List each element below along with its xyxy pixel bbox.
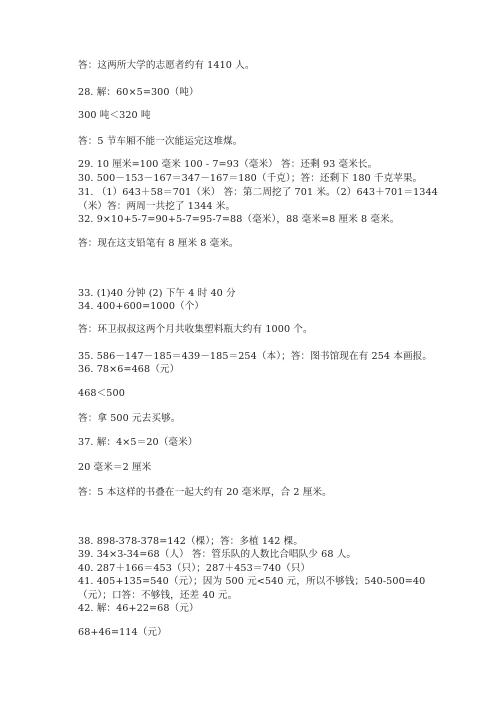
problem-39-line: 39. 34×3-34=68（人） 答：管乐队的人数比合唱队少 68 人。 [78,549,357,560]
problem-31-line: 31. （1）643＋58＝701（米） 答：第二周挖了 701 米。（2）643＋701＝1344 [78,187,438,198]
problem-37-line: 37. 解：4×5＝20（毫米） [78,437,198,448]
problem-30-line: 30. 500－153－167＝347－167＝180（千克）；答：还剩下 180 千克苹果。 [78,173,423,184]
problem-31-continued-line: （米）答：两周一共挖了 1344 米。 [78,201,236,212]
problem-34-line: 34. 400+600=1000（个） [78,301,205,312]
problem-32-line: 32. 9×10+5-7=90+5-7=95-7=88（毫米），88 毫米=8 厘米 8 毫米。 [78,214,400,225]
conversion-line: 20 毫米＝2 厘米 [78,462,152,473]
comparison-line: 300 吨＜320 吨 [78,110,151,121]
problem-33-line: 33. (1)40 分钟 (2) 下午 4 时 40 分 [78,288,236,299]
problem-41-line: 41. 405+135=540（元）；因为 500 元<540 元，所以不够钱；540-500=40 [78,576,426,587]
problem-28-line: 28. 解：60×5=300（吨） [78,87,199,98]
problem-40-line: 40. 287＋166＝453（只）；287＋453＝740（只） [78,563,311,574]
problem-36-line: 36. 78×6=468（元） [78,364,180,375]
problem-41-continued-line: （元）；口答：不够钱，还差 40 元。 [78,590,238,601]
problem-38-line: 38. 898-378-378=142（棵）；答：多植 142 棵。 [78,536,304,547]
answer-line: 答：这两所大学的志愿者约有 1410 人。 [78,60,255,71]
answer-line: 答：现在这支铅笔有 8 厘米 8 毫米。 [78,238,239,249]
answer-line: 答：拿 500 元去买够。 [78,413,181,424]
problem-35-line: 35. 586－147－185＝439－185＝254（本）；答：图书馆现在有 254 本画报。 [78,351,433,362]
problem-29-line: 29. 10 厘米=100 毫米 100 - 7=93（毫米） 答：还剩 93 毫米长。 [78,159,378,170]
answer-line: 答：5 节车厢不能一次能运完这堆煤。 [78,136,243,147]
answer-line: 答：环卫叔叔这两个月共收集塑料瓶大约有 1000 个。 [78,324,313,335]
answer-line: 答：5 本这样的书叠在一起大约有 20 毫米厚，合 2 厘米。 [78,487,332,498]
calculation-line: 68+46=114（元） [78,627,167,638]
problem-42-line: 42. 解：46+22=68（元） [78,603,199,614]
comparison-line: 468＜500 [78,388,125,399]
